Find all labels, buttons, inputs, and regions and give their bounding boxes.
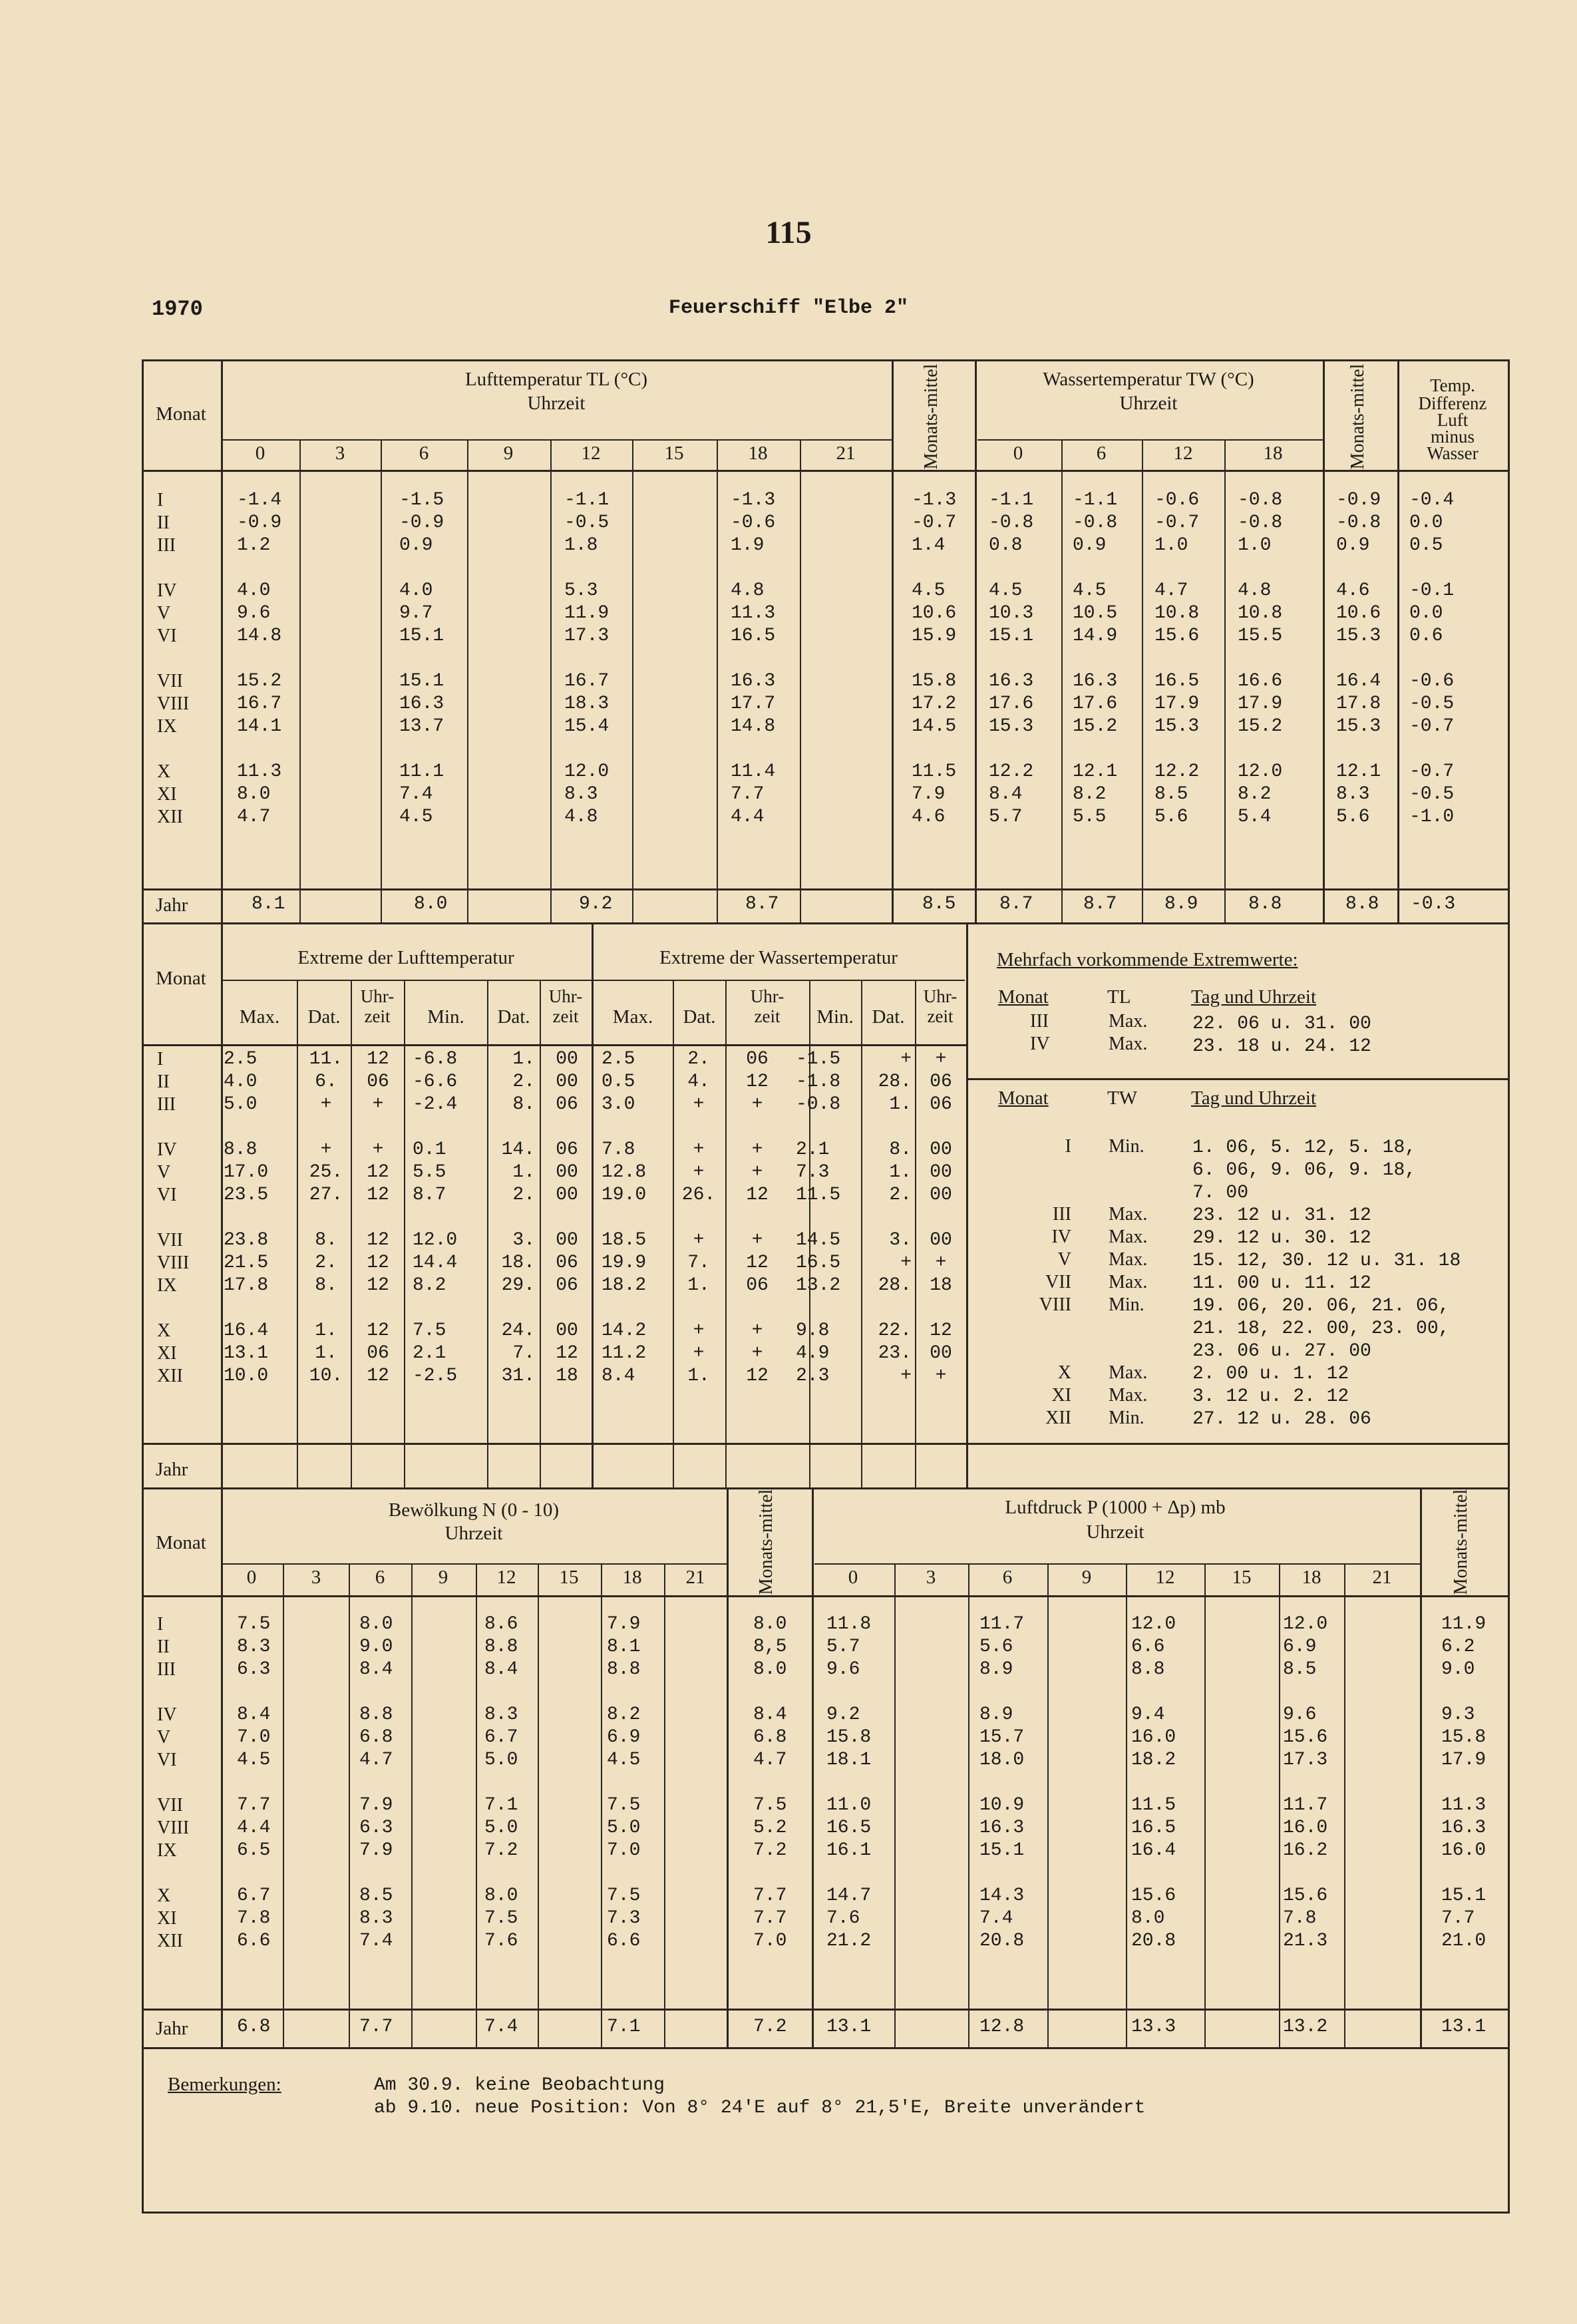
year-label: 1970 <box>152 297 203 321</box>
water-18-column: -0.8 -0.8 1.0 4.8 10.8 15.5 16.6 17.9 15.2 12.0 8.2 5.4 <box>1238 490 1283 827</box>
air-max-uhr-header: Uhr-zeit <box>360 986 395 1026</box>
air-tag-header: Tag und Uhrzeit <box>1191 986 1317 1008</box>
water-max-column: 2.5 0.5 3.0 7.8 12.8 19.0 18.5 19.9 18.2 14.2 11.2 8.4 <box>602 1049 647 1386</box>
air-6-column: -1.5 -0.9 0.9 4.0 9.7 15.1 15.1 16.3 13.7 11.1 7.4 4.5 <box>399 490 444 827</box>
jahr-air-0: 8.1 <box>252 894 285 914</box>
cloud-12-column: 8.6 8.8 8.4 8.3 6.7 5.0 7.1 5.0 7.2 8.0 7.5 7.6 <box>484 1614 518 1951</box>
cloud-hour-12: 12 <box>496 1567 516 1588</box>
jahr-air-mean: 8.5 <box>922 894 956 914</box>
diff-header-1: Temp. <box>1430 375 1475 395</box>
p-12-column: 12.0 6.6 8.8 9.4 16.0 18.2 11.5 16.5 16.4 15.6 8.0 20.8 <box>1131 1614 1176 1951</box>
tw-header: TW <box>1107 1087 1138 1109</box>
monat-header-3: Monat <box>156 1532 206 1553</box>
diff-header-4: minus <box>1430 427 1475 447</box>
water-max-uhr-header: Uhr-zeit <box>750 986 785 1026</box>
water-monat-header: Monat <box>998 1087 1049 1109</box>
jahr-cloud-18: 7.1 <box>607 2017 641 2037</box>
air-hour-6: 6 <box>419 443 429 464</box>
jahr-label-2: Jahr <box>156 1459 188 1480</box>
p-hour-0: 0 <box>848 1567 858 1588</box>
cloud-18-column: 7.9 8.1 8.8 8.2 6.9 4.5 7.5 5.0 7.0 7.5 7.3 6.6 <box>607 1614 641 1951</box>
p-hour-12: 12 <box>1155 1567 1175 1588</box>
air-hour-9: 9 <box>503 443 514 464</box>
air-max-column: 2.5 4.0 5.0 8.8 17.0 23.5 23.8 21.5 17.8 16.4 13.1 10.0 <box>224 1049 269 1386</box>
water-multi-months: I III IV V VII VIII X XI XII <box>1039 1136 1071 1428</box>
jahr-air-6: 8.0 <box>414 894 448 914</box>
water-max-dat-column: 2. 4. + + + 26. + 7. 1. + + 1. <box>681 1049 716 1386</box>
cloud-hour-0: 0 <box>246 1567 257 1588</box>
water-mean-column: -0.9 -0.8 0.9 4.6 10.6 15.3 16.4 17.8 15.3 12.1 8.3 5.6 <box>1336 490 1381 827</box>
jahr-water-mean: 8.8 <box>1345 894 1379 914</box>
water-hour-18: 18 <box>1263 443 1283 464</box>
air-min-uhr-header: Uhr-zeit <box>548 986 583 1026</box>
cloud-hour-6: 6 <box>375 1567 385 1588</box>
jahr-cloud-0: 6.8 <box>237 2017 271 2037</box>
month-column-2: I II III IV V VI VII VIII IX X XI XII <box>157 1049 190 1386</box>
air-12-column: -1.1 -0.5 1.8 5.3 11.9 17.3 16.7 18.3 15.4 12.0 8.3 4.8 <box>564 490 610 827</box>
air-extremes-title: Extreme der Lufttemperatur <box>297 947 514 968</box>
water-min-uhr-column: + 06 06 00 00 00 00 + 18 12 00 + <box>930 1049 952 1386</box>
cloud-hour-21: 21 <box>685 1567 705 1588</box>
jahr-p-18: 13.2 <box>1283 2017 1328 2037</box>
air-min-header: Min. <box>427 1006 464 1028</box>
jahr-air-12: 9.2 <box>579 894 613 914</box>
station-title: Feuerschiff "Elbe 2" <box>668 297 909 319</box>
air-max-dat-header: Dat. <box>307 1006 341 1028</box>
water-12-column: -0.6 -0.7 1.0 4.7 10.8 15.6 16.5 17.9 15.3 12.2 8.5 5.6 <box>1154 490 1200 827</box>
jahr-water-18: 8.8 <box>1248 894 1282 914</box>
remarks-line-1: Am 30.9. keine Beobachtung <box>374 2075 665 2096</box>
water-hour-12: 12 <box>1173 443 1193 464</box>
cloud-hour-9: 9 <box>438 1567 448 1588</box>
air-multi-kinds: Max. Max. <box>1109 1011 1148 1054</box>
cloud-0-column: 7.5 8.3 6.3 8.4 7.0 4.5 7.7 4.4 6.5 6.7 7.8 6.6 <box>237 1614 271 1951</box>
water-min-dat-column: + 28. 1. 8. 1. 2. 3. + 28. 22. 23. + <box>878 1049 912 1386</box>
jahr-water-6: 8.7 <box>1083 894 1117 914</box>
jahr-water-0: 8.7 <box>999 894 1033 914</box>
air-0-column: -1.4 -0.9 1.2 4.0 9.6 14.8 15.2 16.7 14.1 11.3 8.0 4.7 <box>237 490 282 827</box>
water-temp-title: Wassertemperatur TW (°C) <box>1043 369 1254 390</box>
water-monatsmittel-header: Monats-mittel <box>1347 363 1368 470</box>
p-6-column: 11.7 5.6 8.9 8.9 15.7 18.0 10.9 16.3 15.1 14.3 7.4 20.8 <box>979 1614 1025 1951</box>
jahr-water-12: 8.9 <box>1164 894 1198 914</box>
jahr-cloud-mean: 7.2 <box>753 2017 787 2037</box>
water-6-column: -1.1 -0.8 0.9 4.5 10.5 14.9 16.3 17.6 15.2 12.1 8.2 5.5 <box>1073 490 1118 827</box>
diff-column: -0.4 0.0 0.5 -0.1 0.0 0.6 -0.6 -0.5 -0.7 -0.7 -0.5 -1.0 <box>1409 490 1455 827</box>
water-max-header: Max. <box>612 1006 653 1028</box>
air-hour-0: 0 <box>255 443 265 464</box>
water-min-header: Min. <box>816 1006 854 1028</box>
p-mean-column: 11.9 6.2 9.0 9.3 15.8 17.9 11.3 16.3 16.0 15.1 7.7 21.0 <box>1441 1614 1487 1951</box>
jahr-label-3: Jahr <box>156 2018 188 2039</box>
p-0-column: 11.8 5.7 9.6 9.2 15.8 18.1 11.0 16.5 16.1 14.7 7.6 21.2 <box>826 1614 872 1951</box>
remarks-line-2: ab 9.10. neue Position: Von 8° 24'E auf 8° 21,5'E, Breite unverändert <box>374 2098 1146 2118</box>
water-uhrzeit: Uhrzeit <box>1119 393 1178 414</box>
monat-header-2: Monat <box>156 968 206 989</box>
air-18-column: -1.3 -0.6 1.9 4.8 11.3 16.5 16.3 17.7 14.8 11.4 7.7 4.4 <box>731 490 776 827</box>
cloud-6-column: 8.0 9.0 8.4 8.8 6.8 4.7 7.9 6.3 7.9 8.5 8.3 7.4 <box>359 1614 393 1951</box>
jahr-cloud-6: 7.7 <box>359 2017 393 2037</box>
cloud-hour-3: 3 <box>311 1567 321 1588</box>
p-hour-18: 18 <box>1302 1567 1321 1588</box>
air-min-dat-column: 1. 2. 8. 14. 1. 2. 3. 18. 29. 24. 7. 31. <box>501 1049 535 1386</box>
air-min-column: -6.8 -6.6 -2.4 0.1 5.5 8.7 12.0 14.4 8.2 7.5 2.1 -2.5 <box>413 1049 458 1386</box>
air-temp-title: Lufttemperatur TL (°C) <box>464 369 648 390</box>
pressure-title: Luftdruck P (1000 + Δp) mb <box>1005 1497 1226 1518</box>
p-hour-21: 21 <box>1372 1567 1392 1588</box>
water-0-column: -1.1 -0.8 0.8 4.5 10.3 15.1 16.3 17.6 15.3 12.2 8.4 5.7 <box>989 490 1034 827</box>
month-column-3: I II III IV V VI VII VIII IX X XI XII <box>157 1614 190 1951</box>
multi-extremes-title: Mehrfach vorkommende Extremwerte: <box>997 949 1298 970</box>
cloud-uhrzeit: Uhrzeit <box>444 1523 503 1544</box>
air-min-dat-header: Dat. <box>497 1006 530 1028</box>
monat-header: Monat <box>156 403 206 425</box>
air-monatsmittel-header: Monats-mittel <box>921 363 942 470</box>
p-hour-6: 6 <box>1002 1567 1013 1588</box>
water-extremes-title: Extreme der Wassertemperatur <box>659 947 898 968</box>
water-multi-kinds: Min. Max. Max. Max. Max. Min. Max. Max. Min. <box>1109 1136 1148 1428</box>
month-column: I II III IV V VI VII VIII IX X XI XII <box>157 490 190 827</box>
water-max-uhr-column: 06 12 + + + 12 + 12 06 + + 12 <box>746 1049 769 1386</box>
cloud-mean-column: 8.0 8,5 8.0 8.4 6.8 4.7 7.5 5.2 7.2 7.7 7.7 7.0 <box>753 1614 787 1951</box>
air-max-dat-column: 11. 6. + + 25. 27. 8. 2. 8. 1. 1. 10. <box>309 1049 343 1386</box>
water-hour-6: 6 <box>1096 443 1107 464</box>
air-max-header: Max. <box>239 1006 280 1028</box>
tl-header: TL <box>1107 986 1131 1008</box>
air-multi-months: III IV <box>1030 1011 1050 1054</box>
jahr-p-12: 13.3 <box>1131 2017 1176 2037</box>
p-hour-3: 3 <box>926 1567 936 1588</box>
jahr-p-6: 12.8 <box>979 2017 1025 2037</box>
jahr-p-0: 13.1 <box>826 2017 872 2037</box>
jahr-label-1: Jahr <box>156 894 188 916</box>
jahr-diff: -0.3 <box>1411 894 1456 914</box>
pressure-monatsmittel-header: Monats-mittel <box>1451 1489 1471 1595</box>
cloud-monatsmittel-header: Monats-mittel <box>756 1489 777 1595</box>
air-hour-12: 12 <box>581 443 601 464</box>
jahr-p-mean: 13.1 <box>1441 2017 1487 2037</box>
air-multi-values: 22. 06 u. 31. 00 23. 18 u. 24. 12 <box>1192 1014 1371 1057</box>
water-max-dat-header: Dat. <box>683 1006 716 1028</box>
air-min-uhr-column: 00 00 06 06 00 00 00 06 06 00 12 18 <box>556 1049 578 1386</box>
page-number: 115 <box>765 215 812 250</box>
air-uhrzeit: Uhrzeit <box>527 393 586 414</box>
cloud-hour-18: 18 <box>622 1567 642 1588</box>
p-hour-9: 9 <box>1081 1567 1092 1588</box>
cloud-title: Bewölkung N (0 - 10) <box>388 1499 560 1521</box>
air-hour-3: 3 <box>335 443 345 464</box>
air-hour-15: 15 <box>664 443 684 464</box>
diff-header-3: Luft <box>1437 410 1469 430</box>
water-tag-header: Tag und Uhrzeit <box>1191 1087 1317 1109</box>
air-hour-21: 21 <box>836 443 856 464</box>
water-min-dat-header: Dat. <box>872 1006 905 1028</box>
air-monat-header: Monat <box>998 986 1049 1008</box>
jahr-cloud-12: 7.4 <box>484 2017 518 2037</box>
diff-header-5: Wasser <box>1427 443 1479 463</box>
air-max-uhr-column: 12 06 + + 12 12 12 12 12 12 06 12 <box>367 1049 389 1386</box>
p-hour-15: 15 <box>1232 1567 1252 1588</box>
p-18-column: 12.0 6.9 8.5 9.6 15.6 17.3 11.7 16.0 16.2 15.6 7.8 21.3 <box>1283 1614 1328 1951</box>
water-multi-values: 1. 06, 5. 12, 5. 18, 6. 06, 9. 06, 9. 18, 7. 00 23. 12 u. 31. 12 29. 12 u. 30. 12 15. 12, 30. 12 u. 31. 18 11. 00 u. 11. 12 19. 06, 20. 06, 21. 06, 21. 18, 22. 00, 23. 00, 23. 06 u. 27. 00 2. 00 u. 1. 12 3. 12 u. 2. 12 27. 12 u. 28. 06 <box>1192 1137 1461 1430</box>
air-mean-column: -1.3 -0.7 1.4 4.5 10.6 15.9 15.8 17.2 14.5 11.5 7.9 4.6 <box>912 490 957 827</box>
jahr-air-18: 8.7 <box>745 894 779 914</box>
air-hour-18: 18 <box>748 443 768 464</box>
diff-header-2: Differenz <box>1418 393 1487 413</box>
cloud-hour-15: 15 <box>559 1567 579 1588</box>
remarks-label: Bemerkungen: <box>168 2074 281 2095</box>
water-min-uhr-header: Uhr-zeit <box>923 986 958 1026</box>
pressure-uhrzeit: Uhrzeit <box>1086 1521 1144 1543</box>
water-min-column: -1.5 -1.8 -0.8 2.1 7.3 11.5 14.5 16.5 13.2 9.8 4.9 2.3 <box>796 1049 841 1386</box>
water-hour-0: 0 <box>1013 443 1023 464</box>
